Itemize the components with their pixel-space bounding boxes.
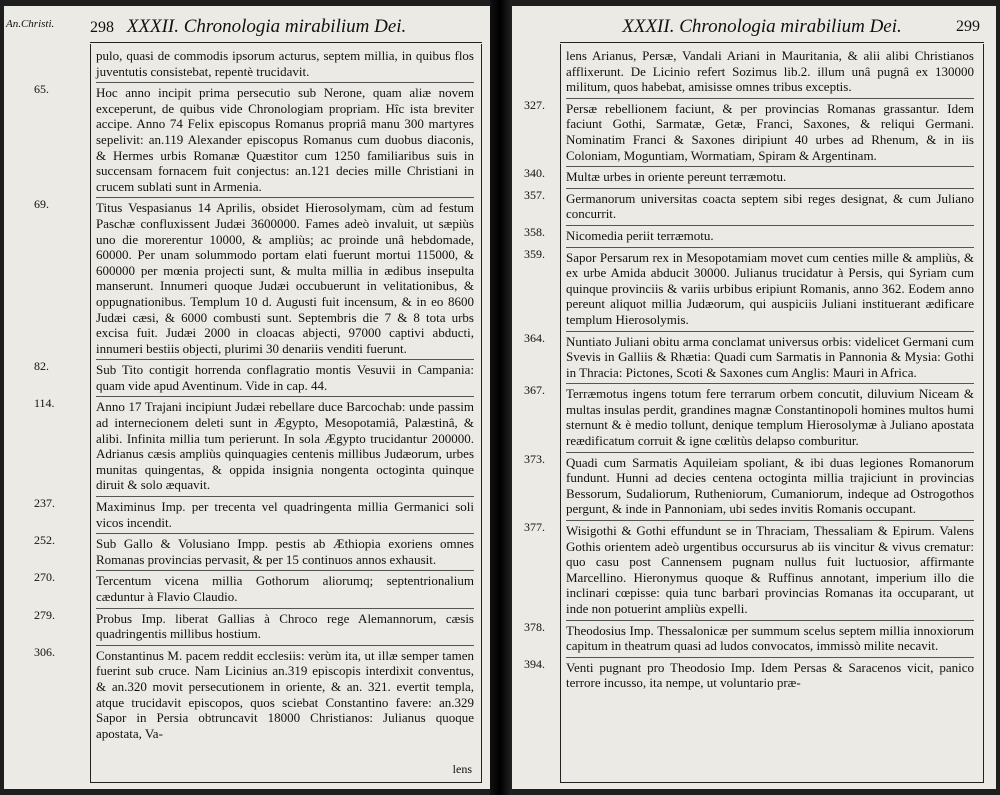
right-entry (512, 657, 992, 691)
right-running-head (560, 12, 984, 43)
right-entry (512, 98, 992, 163)
left-entry (4, 396, 488, 493)
entry-year: 270. (34, 570, 55, 585)
entry-text: Persæ rebellionem faciunt, & per provincias Romanas grassantur. Idem faciunt Gothi, Sarmatæ, Getæ, Franci, Saxones, & reliqui Germani. Nominatim Franci & Saxones diripiunt 40 urbes ad Rhenum, & in iis Coloniam, Moguntiam, Wormatiam, Spiram & Argentinam. (566, 98, 974, 163)
right-entry (512, 166, 992, 185)
entry-text: Constantinus M. pacem reddit ecclesiis: verùm ita, ut illæ semper tamen fuerint sub cruce. Nam Licinius an.319 episcopis interdixit conventus, & an.320 movit persecutionem in oriente, & an. 321. evertit templa, atque trucidavit episcopos, quos sciebat Constantino favere: an.329 Sapor in Persia obtruncavit 18000 Christianos: Julianus quoque apostata, Va- (96, 645, 474, 742)
right-entry (512, 520, 992, 617)
left-text-body (4, 48, 488, 744)
right-entry (512, 188, 992, 222)
entry-year: 69. (34, 197, 49, 212)
left-entry (4, 48, 488, 79)
margin-label: An.Christi. (6, 18, 55, 30)
entry-text: lens Arianus, Persæ, Vandali Ariani in Mauritania, & alii alibi Christianos afflixerunt. De Licinio refert Sozimus lib.2. illum unâ pugnâ ex 130000 militum, quos habebat, amisisse omnes tribus exceptis. (566, 48, 974, 95)
right-running-title: XXXII. Chronologia mirabilium Dei. (622, 16, 902, 37)
right-entry (512, 620, 992, 654)
entry-year: 377. (524, 520, 545, 535)
right-entry (512, 48, 992, 95)
left-page (4, 6, 490, 789)
entry-year: 114. (34, 396, 55, 411)
right-text-body (512, 48, 992, 694)
entry-year: 357. (524, 187, 545, 202)
right-entry (512, 383, 992, 448)
left-entry (4, 645, 488, 742)
entry-text: Probus Imp. liberat Gallias à Chroco rege Alemannorum, cæsis quadringentis millibus hostium. (96, 608, 474, 642)
entry-text: Multæ urbes in oriente pereunt terræmotu. (566, 166, 974, 185)
book-gutter (490, 0, 512, 795)
entry-text: Anno 17 Trajani incipiunt Judæi rebellare duce Barcochab: unde passim ad internecionem deleti sunt in Ægypto, Mesopotamiâ, Palæstinâ, & alibi. Infinita millia tum perierunt. In sola Ægypto trucidantur 200000. Adrianus cæsis ampliùs quinquagies centenis millibus Judæorum, urbes munitas quingentas, & oppida insignia nongenta octoginta quinque diruit & solo æquavit. (96, 396, 474, 493)
right-entry (512, 452, 992, 517)
entry-text: pulo, quasi de commodis ipsorum acturus, septem millia, in quibus flos juventutis consistebat, repentè trucidavit. (96, 48, 474, 79)
entry-text: Sub Tito contigit horrenda conflagratio montis Vesuvii in Campania: quam vide apud Aventinum. Vide in cap. 44. (96, 359, 474, 393)
entry-text: Maximinus Imp. per trecenta vel quadringenta millia Germanici soli vicos incendit. (96, 496, 474, 530)
entry-text: Hoc anno incipit prima persecutio sub Nerone, quam aliæ novem exceperunt, de quibus vide Chronologiam propriam. Hîc ista breviter accipe. Anno 74 Felix episcopus Romanus propriâ manu 300 martyres sepelivit: an.119 Alexander episcopus Romanus cum duobus diaconis, & Hermes urbis Romanæ Quæstitor cum 1250 familiaribus suis in succensam fornacem fuit conjectus: an.121 decies mille Christiani in crucem sublati sunt in Armenia. (96, 82, 474, 194)
entry-year: 65. (34, 82, 49, 97)
right-entry (512, 247, 992, 328)
entry-year: 364. (524, 330, 545, 345)
entry-year: 279. (34, 607, 55, 622)
left-entry (4, 197, 488, 356)
entry-text: Sub Gallo & Volusiano Impp. pestis ab Æthiopia exoriens omnes Romanas provincias pervasit, & per 15 continuos annos exhausit. (96, 533, 474, 567)
left-running-title: XXXII. Chronologia mirabilium Dei. (126, 16, 407, 37)
right-page (512, 6, 996, 789)
entry-text: Terræmotus ingens totum fere terrarum orbem concutit, diluvium Niceam & multas insulas perdit, grandines magnæ Constantinopoli homines multos humi sternunt & è medio tollunt, denique templum Hierosolymæ à Juliano apostata reædificatum corruit & igne cœlitùs delapso comburitur. (566, 383, 974, 448)
entry-text: Quadi cum Sarmatis Aquileiam spoliant, & ibi duas legiones Romanorum fundunt. Hunni ad decies centena octoginta millia trajiciunt in provincias Bessorum, Sudaliorum, Rutheniorum, Cumaniorum, indeque ad Ostrogothos pergunt, & inde in Pannoniam, ubi sedes invitis Romanis occupant. (566, 452, 974, 517)
entry-text: Wisigothi & Gothi effundunt se in Thraciam, Thessaliam & Epirum. Valens Gothis orientem adeò urgentibus occursurus ab iis vincitur & vivus crematur: quo casu post Cannensem pugnam nullus fuit luctuosior, affirmante Marcellino. Hieronymus quoque & Ruffinus annotant, imperium illo die inclinari cœpisse: quia tunc barbari provincias Romanas ita occuparant, ut inde non potuerint ampliùs expelli. (566, 520, 974, 617)
entry-year: 359. (524, 246, 545, 261)
entry-year: 237. (34, 496, 55, 511)
entry-text: Germanorum universitas coacta septem sibi reges designat, & cum Juliano concurrit. (566, 188, 974, 222)
entry-year: 252. (34, 533, 55, 548)
left-entry (4, 82, 488, 194)
entry-year: 306. (34, 644, 55, 659)
entry-year: 394. (524, 656, 545, 671)
left-page-number: 298 (90, 19, 114, 36)
entry-text: Venti pugnant pro Theodosio Imp. Idem Persas & Saracenos vicit, panico terrore incusso, ita nempe, ut voluntario præ- (566, 657, 974, 691)
entry-year: 378. (524, 619, 545, 634)
entry-text: Nicomedia periit terræmotu. (566, 225, 974, 244)
left-entry (4, 570, 488, 604)
catchword: lens (452, 762, 472, 776)
entry-year: 327. (524, 97, 545, 112)
entry-year: 340. (524, 166, 545, 181)
entry-text: Tercentum vicena millia Gothorum aliorumq; septentrionalium cæduntur à Flavio Claudio. (96, 570, 474, 604)
left-running-head (90, 12, 482, 43)
entry-year: 82. (34, 359, 49, 374)
entry-text: Titus Vespasianus 14 Aprilis, obsidet Hierosolymam, cùm ad festum Paschæ confluxissent Judæi 3600000. Fames adeò invaluit, ut sæpiùs uno die morerentur 10000, & ampliùs; ac proinde unâ hebdomade, 60000. Per unam solummodo portam elati fuerunt mortui 115000, & 600000 per mœnia projecti sunt, & multa millia in ædibus insepulta manserunt. Innumeri quoque Judæi occubuerunt in velitationibus, & oppugnationibus. Templum 10 d. Augusti fuit incensum, & in eo 8600 Judæi cæsi, & 6000 combusti sunt. Septembris die 7 & 8 tota urbs excisa fuit. Judæi 2000 in cloacas abjecti, 97000 captivi abducti, innumeri bestiis objecti, plurimi 30 denariis venditi fuerunt. (96, 197, 474, 356)
right-entry (512, 331, 992, 381)
left-entry (4, 496, 488, 530)
left-entry (4, 533, 488, 567)
entry-text: Theodosius Imp. Thessalonicæ per summum scelus septem millia innoxiorum capitum in theatrum quasi ad ludos convocatos, immissò milite necavit. (566, 620, 974, 654)
entry-text: Nuntiato Juliani obitu arma conclamat universus orbis: videlicet Germani cum Svevis in Galliis & Rhætia: Quadi cum Sarmatis in Pannonia & Mysia: Gothi in Thracia: Pictones, Scoti & Saxones cum Anglis: Mauri in Africa. (566, 331, 974, 381)
entry-year: 367. (524, 383, 545, 398)
right-page-number: 299 (956, 18, 980, 35)
left-entry (4, 359, 488, 393)
entry-year: 373. (524, 451, 545, 466)
left-entry (4, 608, 488, 642)
entry-text: Sapor Persarum rex in Mesopotamiam movet cum centies mille & ampliùs, & ex urbe Amida abducit 30000. Julianus trucidatur à Persis, qui Syriam cum quinque provinciis & variis urbibus eripiunt Romanis, anno 362. Eodem anno pereunt aliquot millia Judæorum, qui auspiciis Juliani instituerant ædificare templum Hierosolymis. (566, 247, 974, 328)
right-entry (512, 225, 992, 244)
entry-year: 358. (524, 224, 545, 239)
